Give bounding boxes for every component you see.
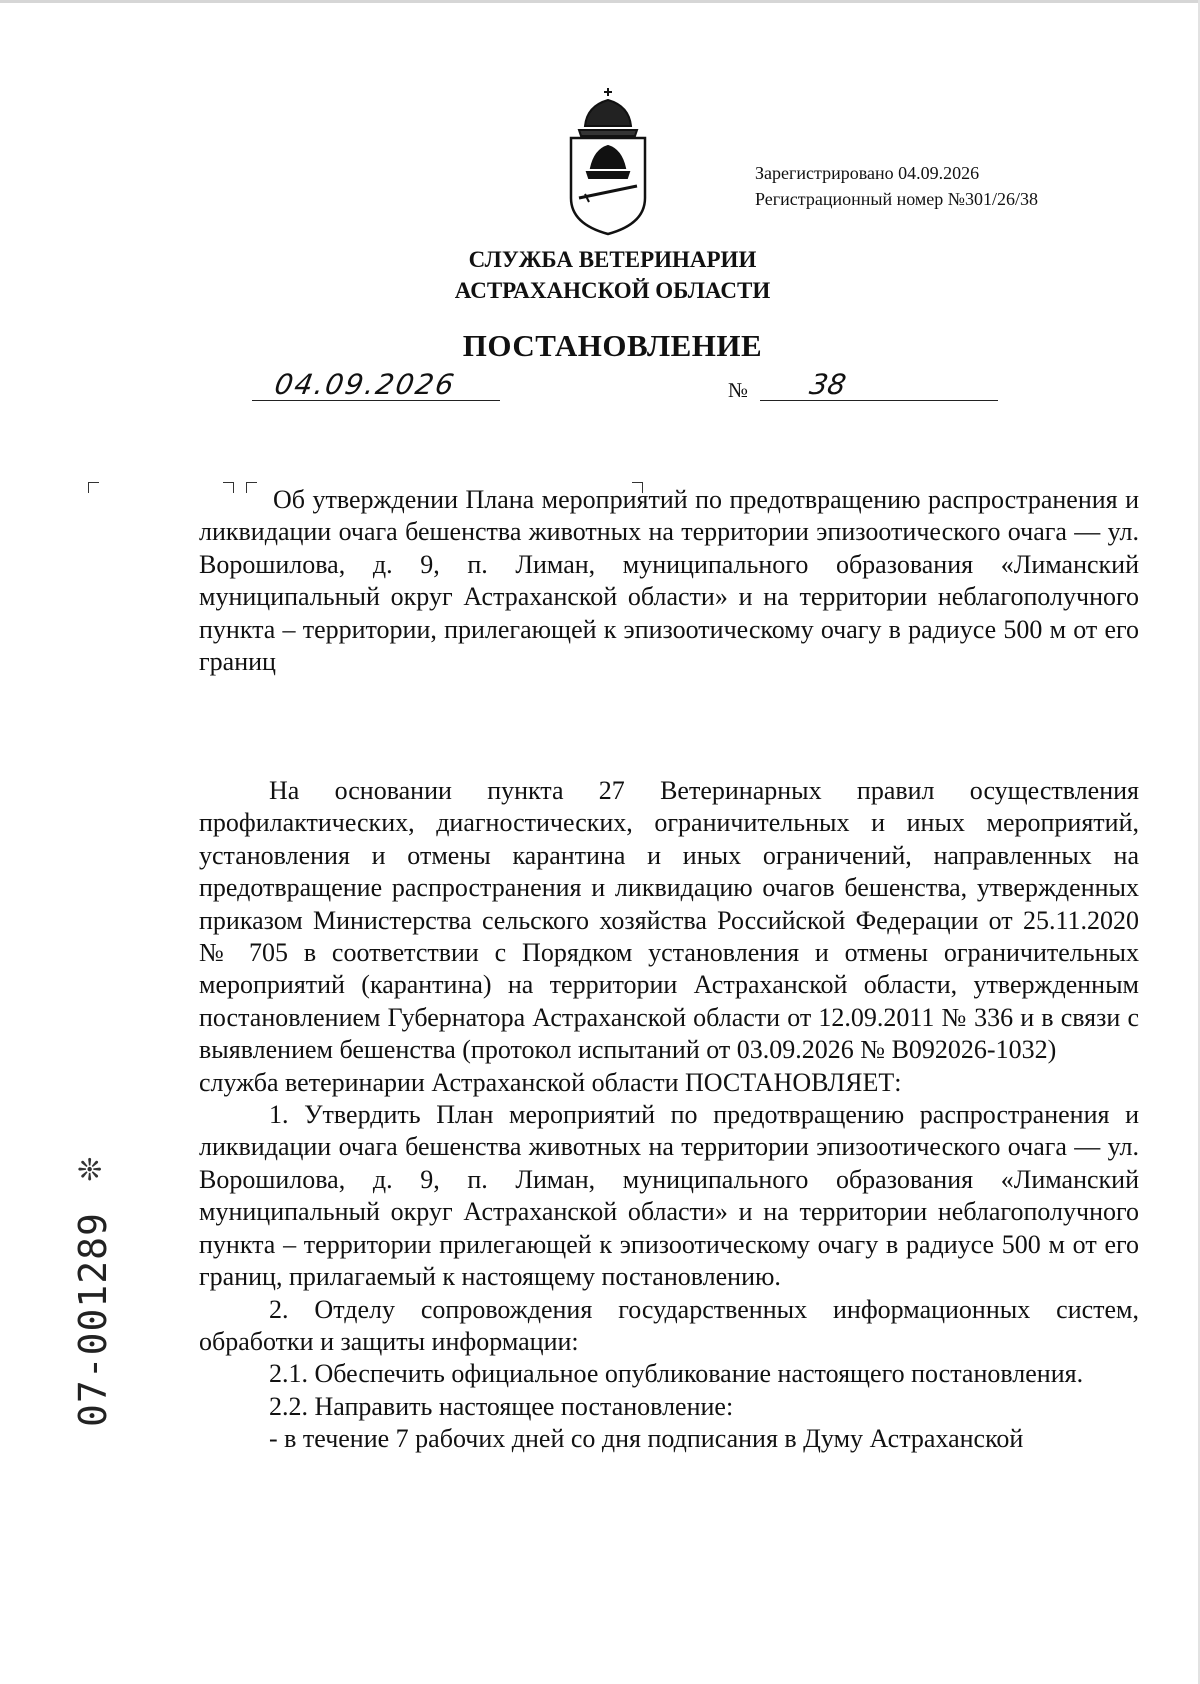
document-type-title: ПОСТАНОВЛЕНИЕ <box>462 328 763 363</box>
side-registration-stamp <box>70 1212 116 1430</box>
organization-name-line2: АСТРАХАНСКОЙ ОБЛАСТИ <box>454 278 771 303</box>
item-2-2-a: - в течение 7 рабочих дней со дня подписания в Думу Астраханской <box>269 1424 1024 1454</box>
resolves-line: служба ветеринарии Астраханской области ПОСТАНОВЛЯЕТ: <box>199 1067 902 1097</box>
document-body <box>199 775 1139 1456</box>
coat-of-arms-emblem <box>565 86 651 238</box>
item-1: 1. Утвердить План мероприятий по предотвращению распространения и ликвидации очага бешенства животных на территории эпизоотического очага — ул. Ворошилова, д. 9, п. Лиман, муниципального образования «Лиманский муниципальный округ Астраханской области» и на территории неблагополучного пункта – территории прилегающей к эпизоотическому очагу в радиусе 500 м от его границ, прилагаемый к настоящему постановлению. <box>199 1100 1139 1292</box>
page-edge <box>0 0 1200 3</box>
handwritten-date: 04.09.2026 <box>272 368 459 401</box>
item-2-2: 2.2. Направить настоящее постановление: <box>269 1391 734 1421</box>
side-asterisk-mark: ❊ <box>77 1153 103 1188</box>
number-underline <box>760 400 998 401</box>
preamble-paragraph: На основании пункта 27 Ветеринарных правил осуществления профилактических, диагностических, ограничительных и иных мероприятий, установления и отмены карантина и иных ограничений, направленных на предотвращение распространения и ликвидацию очагов бешенства, утвержденных приказом Министерства сельского хозяйства Российской Федерации от 25.11.2020 № 705 в соответствии с Порядком установления и отмены ограничительных мероприятий (карантина) на территории Астраханской области, утвержденным постановлением Губернатора Астраханской области от 12.09.2011 № 336 и в связи с выявлением бешенства (протокол испытаний от 03.09.2026 № В092026-1032) <box>199 776 1139 1065</box>
side-stamp-number: 07-001289 <box>71 1212 115 1427</box>
item-2-1: 2.1. Обеспечить официальное опубликование настоящего постановления. <box>269 1359 1084 1389</box>
item-2: 2. Отделу сопровождения государственных информационных систем, обработки и защиты информации: <box>199 1294 1139 1356</box>
registration-stamp <box>755 160 1038 212</box>
corner-mark <box>88 482 99 493</box>
organization-name-line1: СЛУЖБА ВЕТЕРИНАРИИ <box>468 247 757 272</box>
heading-text: Об утверждении Плана мероприятий по предотвращению распространения и ликвидации очага бешенства животных на территории эпизоотического очага — ул. Ворошилова, д. 9, п. Лиман, муниципального образования «Лиманский муниципальный округ Астраханской области» и на территории неблагополучного пункта – территории, прилегающей к эпизоотическому очагу в радиусе 500 м от его границ <box>199 485 1139 677</box>
number-sign: № <box>728 378 749 402</box>
document-heading <box>199 484 1139 678</box>
registration-number: Регистрационный номер №301/26/38 <box>755 189 1038 209</box>
handwritten-number: 38 <box>807 368 849 401</box>
registration-date: Зарегистрировано 04.09.2026 <box>755 163 980 183</box>
